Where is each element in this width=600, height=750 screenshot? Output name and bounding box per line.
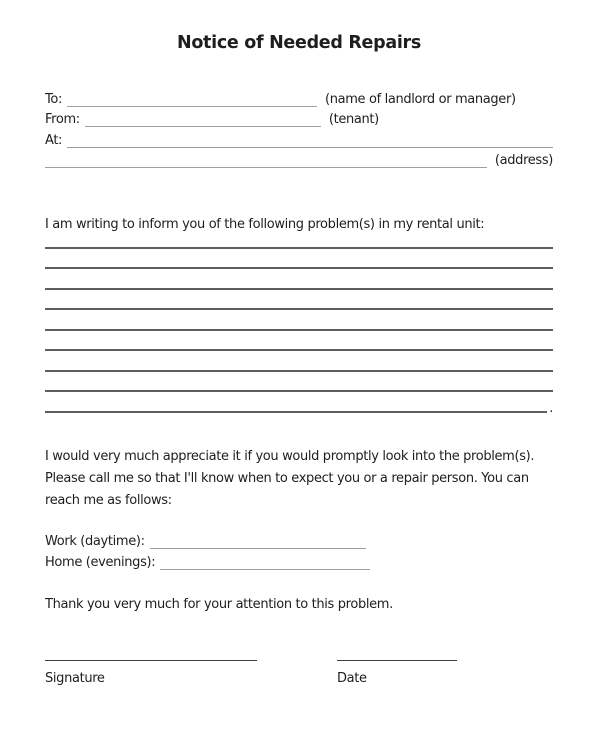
work-phone-row <box>45 530 553 551</box>
signature-fill-line[interactable] <box>45 660 257 661</box>
at-fill-line[interactable] <box>67 133 553 148</box>
at-label: At: <box>45 132 63 148</box>
followup-line: Please call me so that I'll know when to expect you or a repair person. You can <box>45 470 529 486</box>
date-column <box>337 660 457 689</box>
followup-line: I would very much appreciate it if you would promptly look into the problem(s). <box>45 448 535 464</box>
header-fields <box>45 88 553 170</box>
signature-column <box>45 660 257 689</box>
at-field-row <box>45 129 553 150</box>
signature-block <box>45 660 553 689</box>
home-phone-label: Home (evenings): <box>45 554 156 570</box>
signature-label: Signature <box>45 670 105 686</box>
problem-line-field[interactable] <box>45 249 553 270</box>
address-fill-line[interactable] <box>45 153 487 168</box>
date-label: Date <box>337 670 367 686</box>
contact-block <box>45 530 553 572</box>
to-hint: (name of landlord or manager) <box>325 91 516 107</box>
to-label: To: <box>45 91 63 107</box>
home-phone-row <box>45 551 553 572</box>
from-label: From: <box>45 112 80 127</box>
from-hint: (tenant) <box>328 112 379 127</box>
problem-line-field[interactable] <box>45 331 553 352</box>
page-title: Notice of Needed Repairs <box>176 33 422 53</box>
address-field-row <box>45 150 553 171</box>
problem-line-field[interactable] <box>45 310 553 331</box>
problem-line-field[interactable] <box>45 290 553 311</box>
to-fill-line[interactable] <box>67 92 317 107</box>
work-phone-fill-line[interactable] <box>150 534 366 549</box>
problems-intro: I am writing to inform you of the following problem(s) in my rental unit: <box>45 217 485 232</box>
problem-lines-terminator: . <box>549 400 553 416</box>
to-field-row <box>45 88 553 109</box>
from-field-row <box>45 109 553 130</box>
home-phone-fill-line[interactable] <box>160 555 370 570</box>
address-hint: (address) <box>494 153 553 168</box>
problem-line-field[interactable] <box>45 269 553 290</box>
date-fill-line[interactable] <box>337 660 457 661</box>
followup-paragraph <box>45 446 553 512</box>
problem-line-field[interactable] <box>45 372 553 393</box>
followup-line: reach me as follows: <box>45 492 172 508</box>
closing-text: Thank you very much for your attention to this problem. <box>45 596 393 612</box>
from-fill-line[interactable] <box>85 112 321 127</box>
problem-lines <box>45 228 553 416</box>
work-phone-label: Work (daytime): <box>45 533 145 549</box>
problem-line-field[interactable] <box>45 392 547 413</box>
problem-line-last <box>45 392 553 416</box>
problem-line-field[interactable] <box>45 351 553 372</box>
